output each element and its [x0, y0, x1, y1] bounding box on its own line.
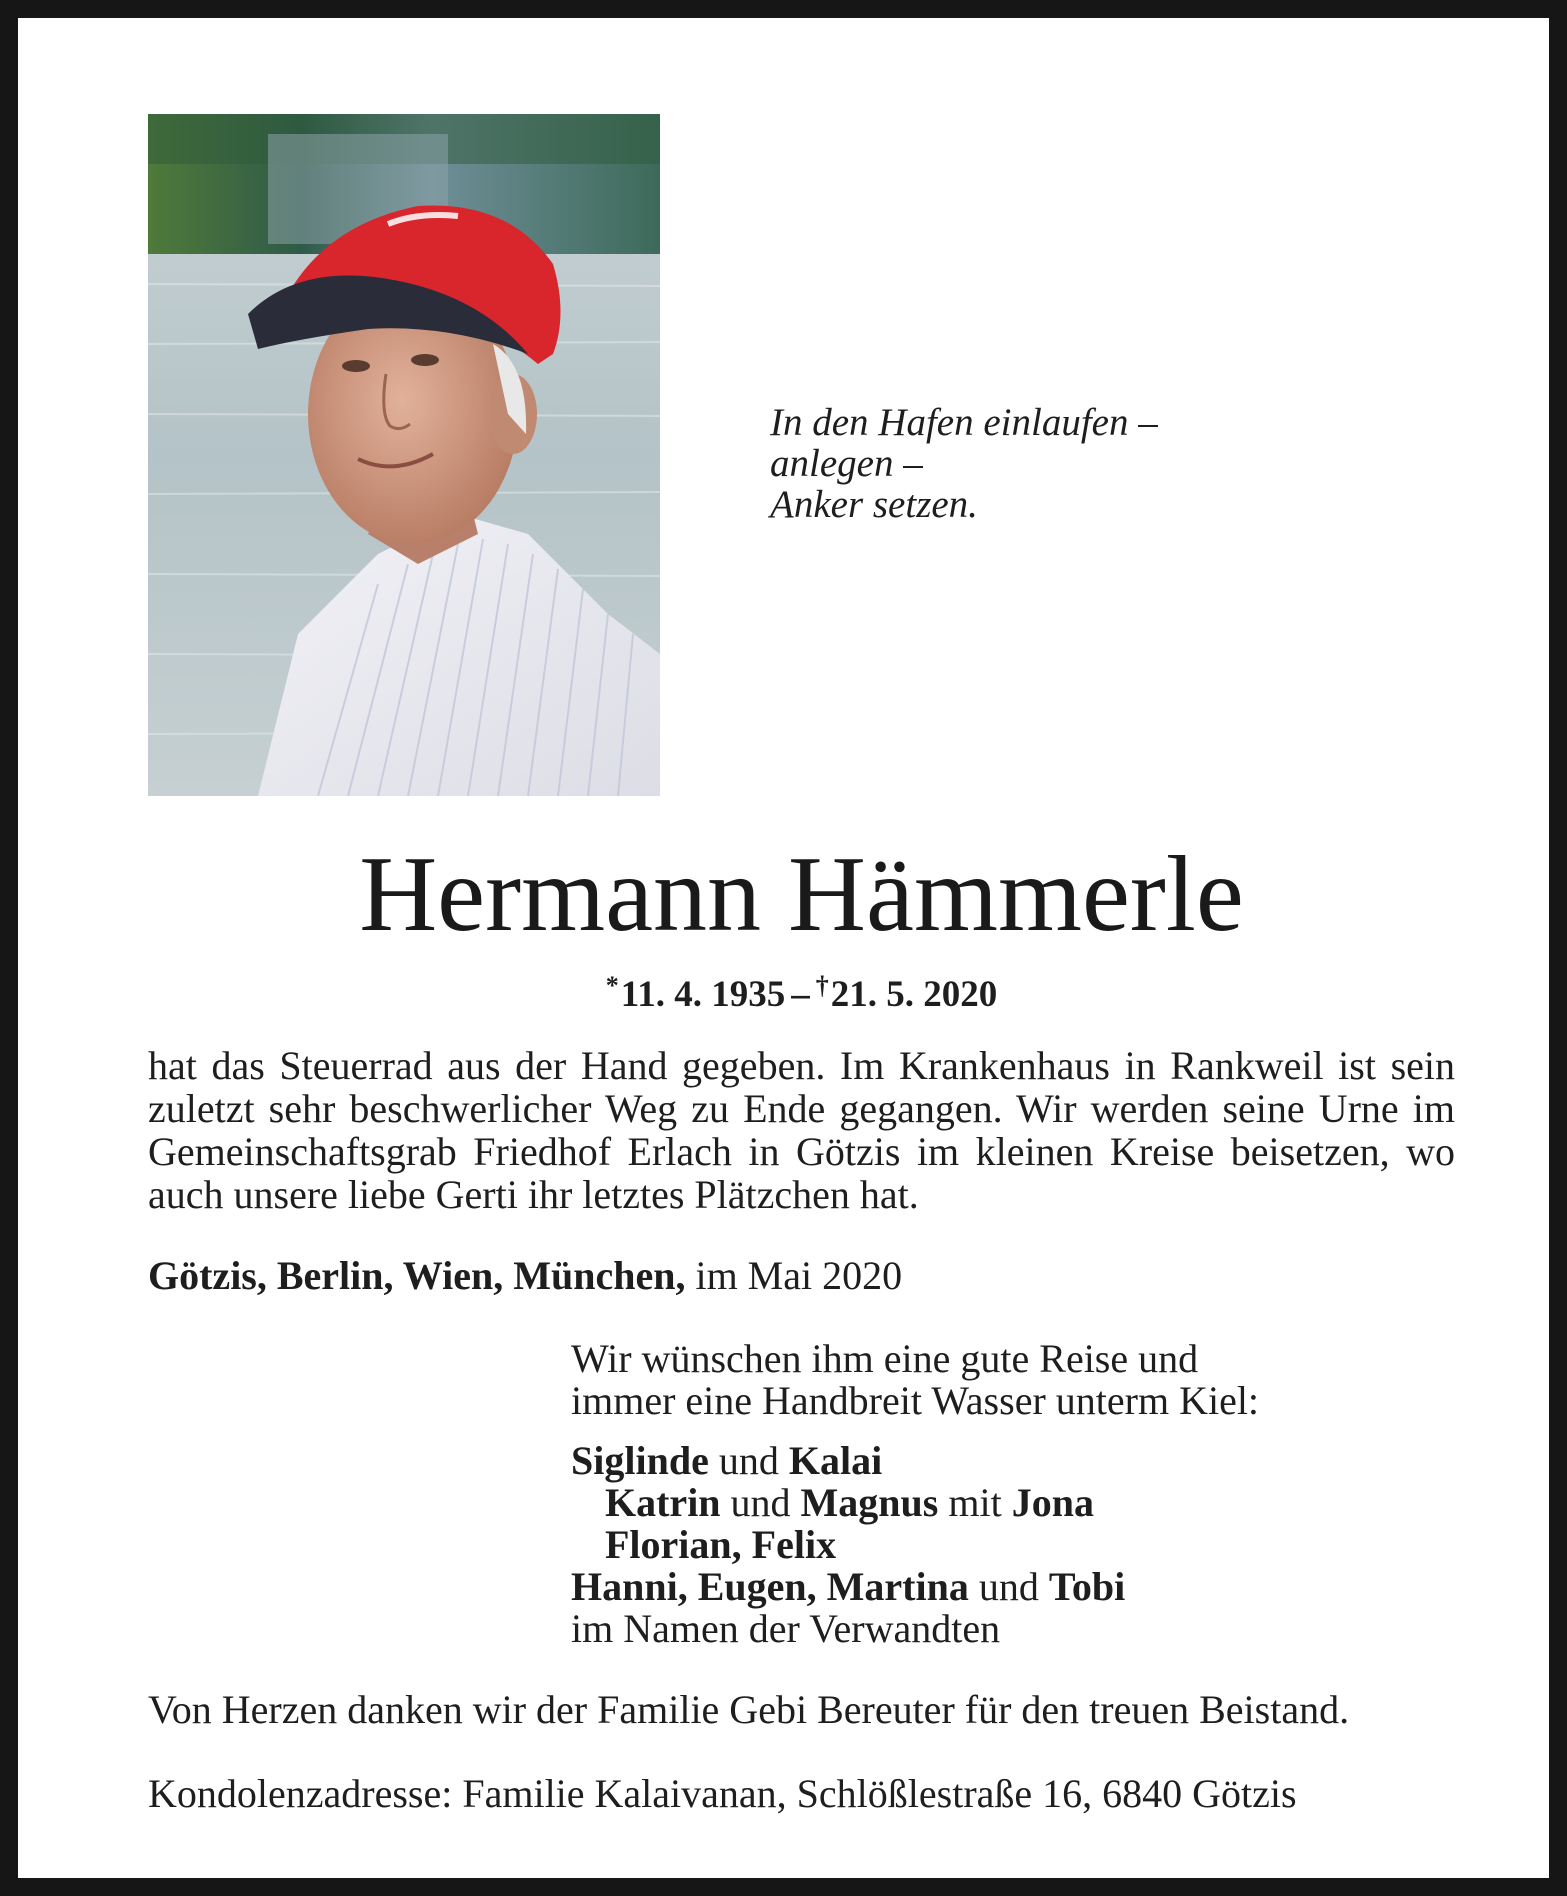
mourner-name: Tobi [1048, 1564, 1126, 1609]
conjunction: und [978, 1564, 1039, 1609]
mourner-line [571, 1566, 1471, 1608]
mourners-block [571, 1338, 1471, 1650]
mourner-line [571, 1524, 1471, 1566]
mourner-name: Siglinde [571, 1438, 709, 1483]
date-separator: – [791, 974, 810, 1015]
announcement-text: hat das Steuerrad aus der Hand gegeben. Im Krankenhaus in Rankweil ist sein zuletzt sehr beschwerlicher Weg zu Ende gegangen. Wir werden seine Urne im Gemeinschaftsgrab Friedhof Erlach in Götzis im kleinen Kreise beisetzen, wo auch unsere liebe Gerti ihr letztes Plätzchen hat. [148, 1043, 1455, 1217]
quote-line: In den Hafen einlaufen – [770, 401, 1158, 444]
life-dates [18, 966, 1567, 1015]
thanks-text: Von Herzen danken wir der Familie Gebi Bereuter für den treuen Beistand. [148, 1687, 1350, 1732]
mourner-name: Hanni, Eugen, Martina [571, 1564, 969, 1609]
conjunction: und [730, 1480, 791, 1525]
conjunction: und [718, 1438, 779, 1483]
condolence-address: Kondolenzadresse: Familie Kalaivanan, Schlößlestraße 16, 6840 Götzis [148, 1771, 1297, 1816]
farewell-line: Wir wünschen ihm eine gute Reise und [571, 1336, 1199, 1381]
mourner-name: Kalai [788, 1438, 883, 1483]
deceased-name: Hermann Hämmerle [359, 835, 1244, 954]
mourner-name: Jona [1011, 1480, 1094, 1525]
place-and-date [148, 1254, 1348, 1298]
birth-date: 11. 4. 1935 [620, 974, 786, 1015]
mourner-line [571, 1440, 1471, 1482]
mourner-name: Magnus [800, 1480, 939, 1525]
birth-star-icon: * [605, 971, 619, 1000]
month-year: im Mai 2020 [695, 1253, 903, 1298]
mourner-name: Florian, Felix [605, 1522, 837, 1567]
mourner-name: Katrin [605, 1480, 721, 1525]
conjunction: mit [948, 1480, 1002, 1525]
death-cross-icon: † [815, 971, 829, 1000]
cities: Götzis, Berlin, Wien, München, [148, 1253, 686, 1298]
relatives-line: im Namen der Verwandten [571, 1606, 1001, 1651]
mourner-line [571, 1482, 1471, 1524]
death-date: 21. 5. 2020 [830, 974, 998, 1015]
portrait-photo [148, 114, 660, 796]
quote-line: anlegen – [770, 442, 923, 485]
farewell-line: immer eine Handbreit Wasser unterm Kiel: [571, 1378, 1260, 1423]
quote-verse [770, 402, 1370, 525]
quote-line: Anker setzen. [770, 483, 978, 526]
